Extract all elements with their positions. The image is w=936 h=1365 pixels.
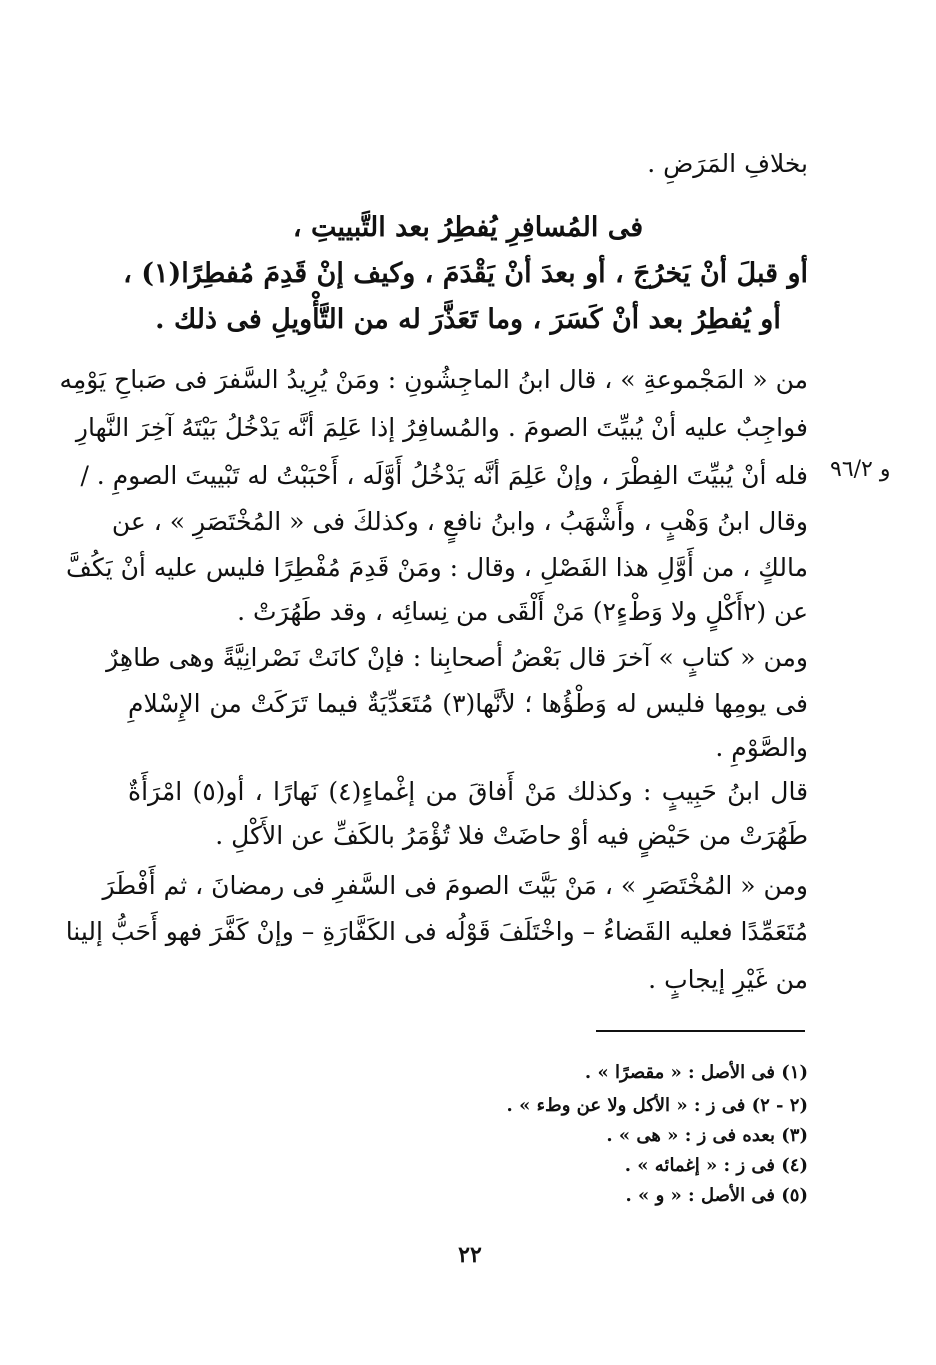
continuation-line: بخلافِ المَرَضِ . — [647, 149, 808, 178]
heading-line-1: فى المُسافِرِ يُفطِرُ بعد التَّبييتِ ، — [292, 212, 644, 243]
text-line: مالكٍ ، من أَوَّلِ هذا الفَصْلِ ، وقال : ومَنْ قَدِمَ مُفْطِرًا فليس عليه أنْ يَكُفَّ — [65, 553, 808, 582]
text-line: فله أنْ يُبيِّتَ الفِطْرَ ، وإنْ عَلِمَ أنَّه يَدْخُلُ أَوَّلَه ، أَحْبَبْتُ له تَبْييتَ الصومِ . / — [80, 461, 808, 490]
page-number: ٢٢ — [458, 1242, 482, 1268]
text-line: عن (٢أَكْلٍ ولا وَطْءٍ٢) مَنْ أَلْقَى من نِسائِه ، وقد طَهُرَتْ . — [237, 597, 808, 626]
text-line: وقال ابنُ وَهْبٍ ، وأَشْهَبُ ، وابنُ نافعٍ ، وكذلكَ فى « المُخْتَصَرِ » ، عن — [111, 507, 808, 536]
footnote: (٥) فى الأصل : « و » . — [625, 1185, 808, 1206]
text-line: طَهُرَتْ من حَيْضٍ فيه أوْ حاضَتْ فلا تُؤْمَرُ بالكَفِّ عن الأَكْلِ . — [215, 821, 808, 850]
text-line: فواجِبٌ عليه أنْ يُبيِّتَ الصومَ . والمُسافِرُ إذا عَلِمَ أنَّه يَدْخُلُ بَيْتَهُ آخِرَ النَّهارِ — [75, 413, 808, 442]
footnote: (٤) فى ز : « إغمائه » . — [624, 1155, 808, 1176]
text-line: فى يومِها فليس له وَطْؤُها ؛ لأنَّها(٣) مُتَعَدِّيَةٌ فيما تَرَكَتْ من الإِسْلامِ — [128, 689, 809, 718]
footnote: (١) فى الأصل : « مقصرًا » . — [584, 1062, 808, 1083]
heading-line-3: أو يُفطِرُ بعد أنْ كَسَرَ ، وما تَعَذَّرَ له من التَّأْويلِ فى ذلك . — [155, 304, 781, 335]
text-line: ومن « المُخْتَصَرِ » ، مَنْ بَيَّتَ الصومَ فى السَّفرِ فى رمضانَ ، ثم أَفْطَرَ — [102, 871, 808, 900]
text-line: مُتَعَمِّدًا فعليه القَضاءُ – واخْتَلَفَ قَوْلُه فى الكَفَّارَةِ – وإنْ كَفَّرَ فهو أَحَبُّ إلينا — [65, 917, 808, 946]
footnote-separator — [596, 1030, 805, 1032]
text-line: قال ابنُ حَبِيبٍ : وكذلك مَنْ أَفاقَ من إغْماءٍ(٤) نَهارًا ، أو(٥) امْرَأَةٌ — [128, 777, 809, 806]
heading-line-2: أو قبلَ أنْ يَخرُجَ ، أو بعدَ أنْ يَقْدَمَ ، وكيف إنْ قَدِمَ مُفطِرًا(١) ، — [123, 258, 808, 289]
footnote: (٢ - ٢) فى ز : « الأكل ولا عن وطء » . — [506, 1095, 808, 1116]
text-line: من « المَجْموعةِ » ، قال ابنُ الماجِشُونِ : ومَنْ يُرِيدُ السَّفرَ فى صَباحِ يَوْمِه — [59, 365, 808, 394]
text-line: والصَّوْمِ . — [715, 733, 808, 762]
text-line: ومن « كتابٍ » آخرَ قال بَعْضُ أصحابِنا : فإنْ كانَتْ نَصْرانِيَّةً وهى طاهِرٌ — [106, 643, 808, 672]
text-line: من غَيْرِ إيجابٍ . — [648, 965, 808, 994]
footnote: (٣) بعده فى ز : « هى » . — [606, 1125, 808, 1146]
margin-folio-reference: و ٩٦/٢ — [830, 457, 891, 482]
